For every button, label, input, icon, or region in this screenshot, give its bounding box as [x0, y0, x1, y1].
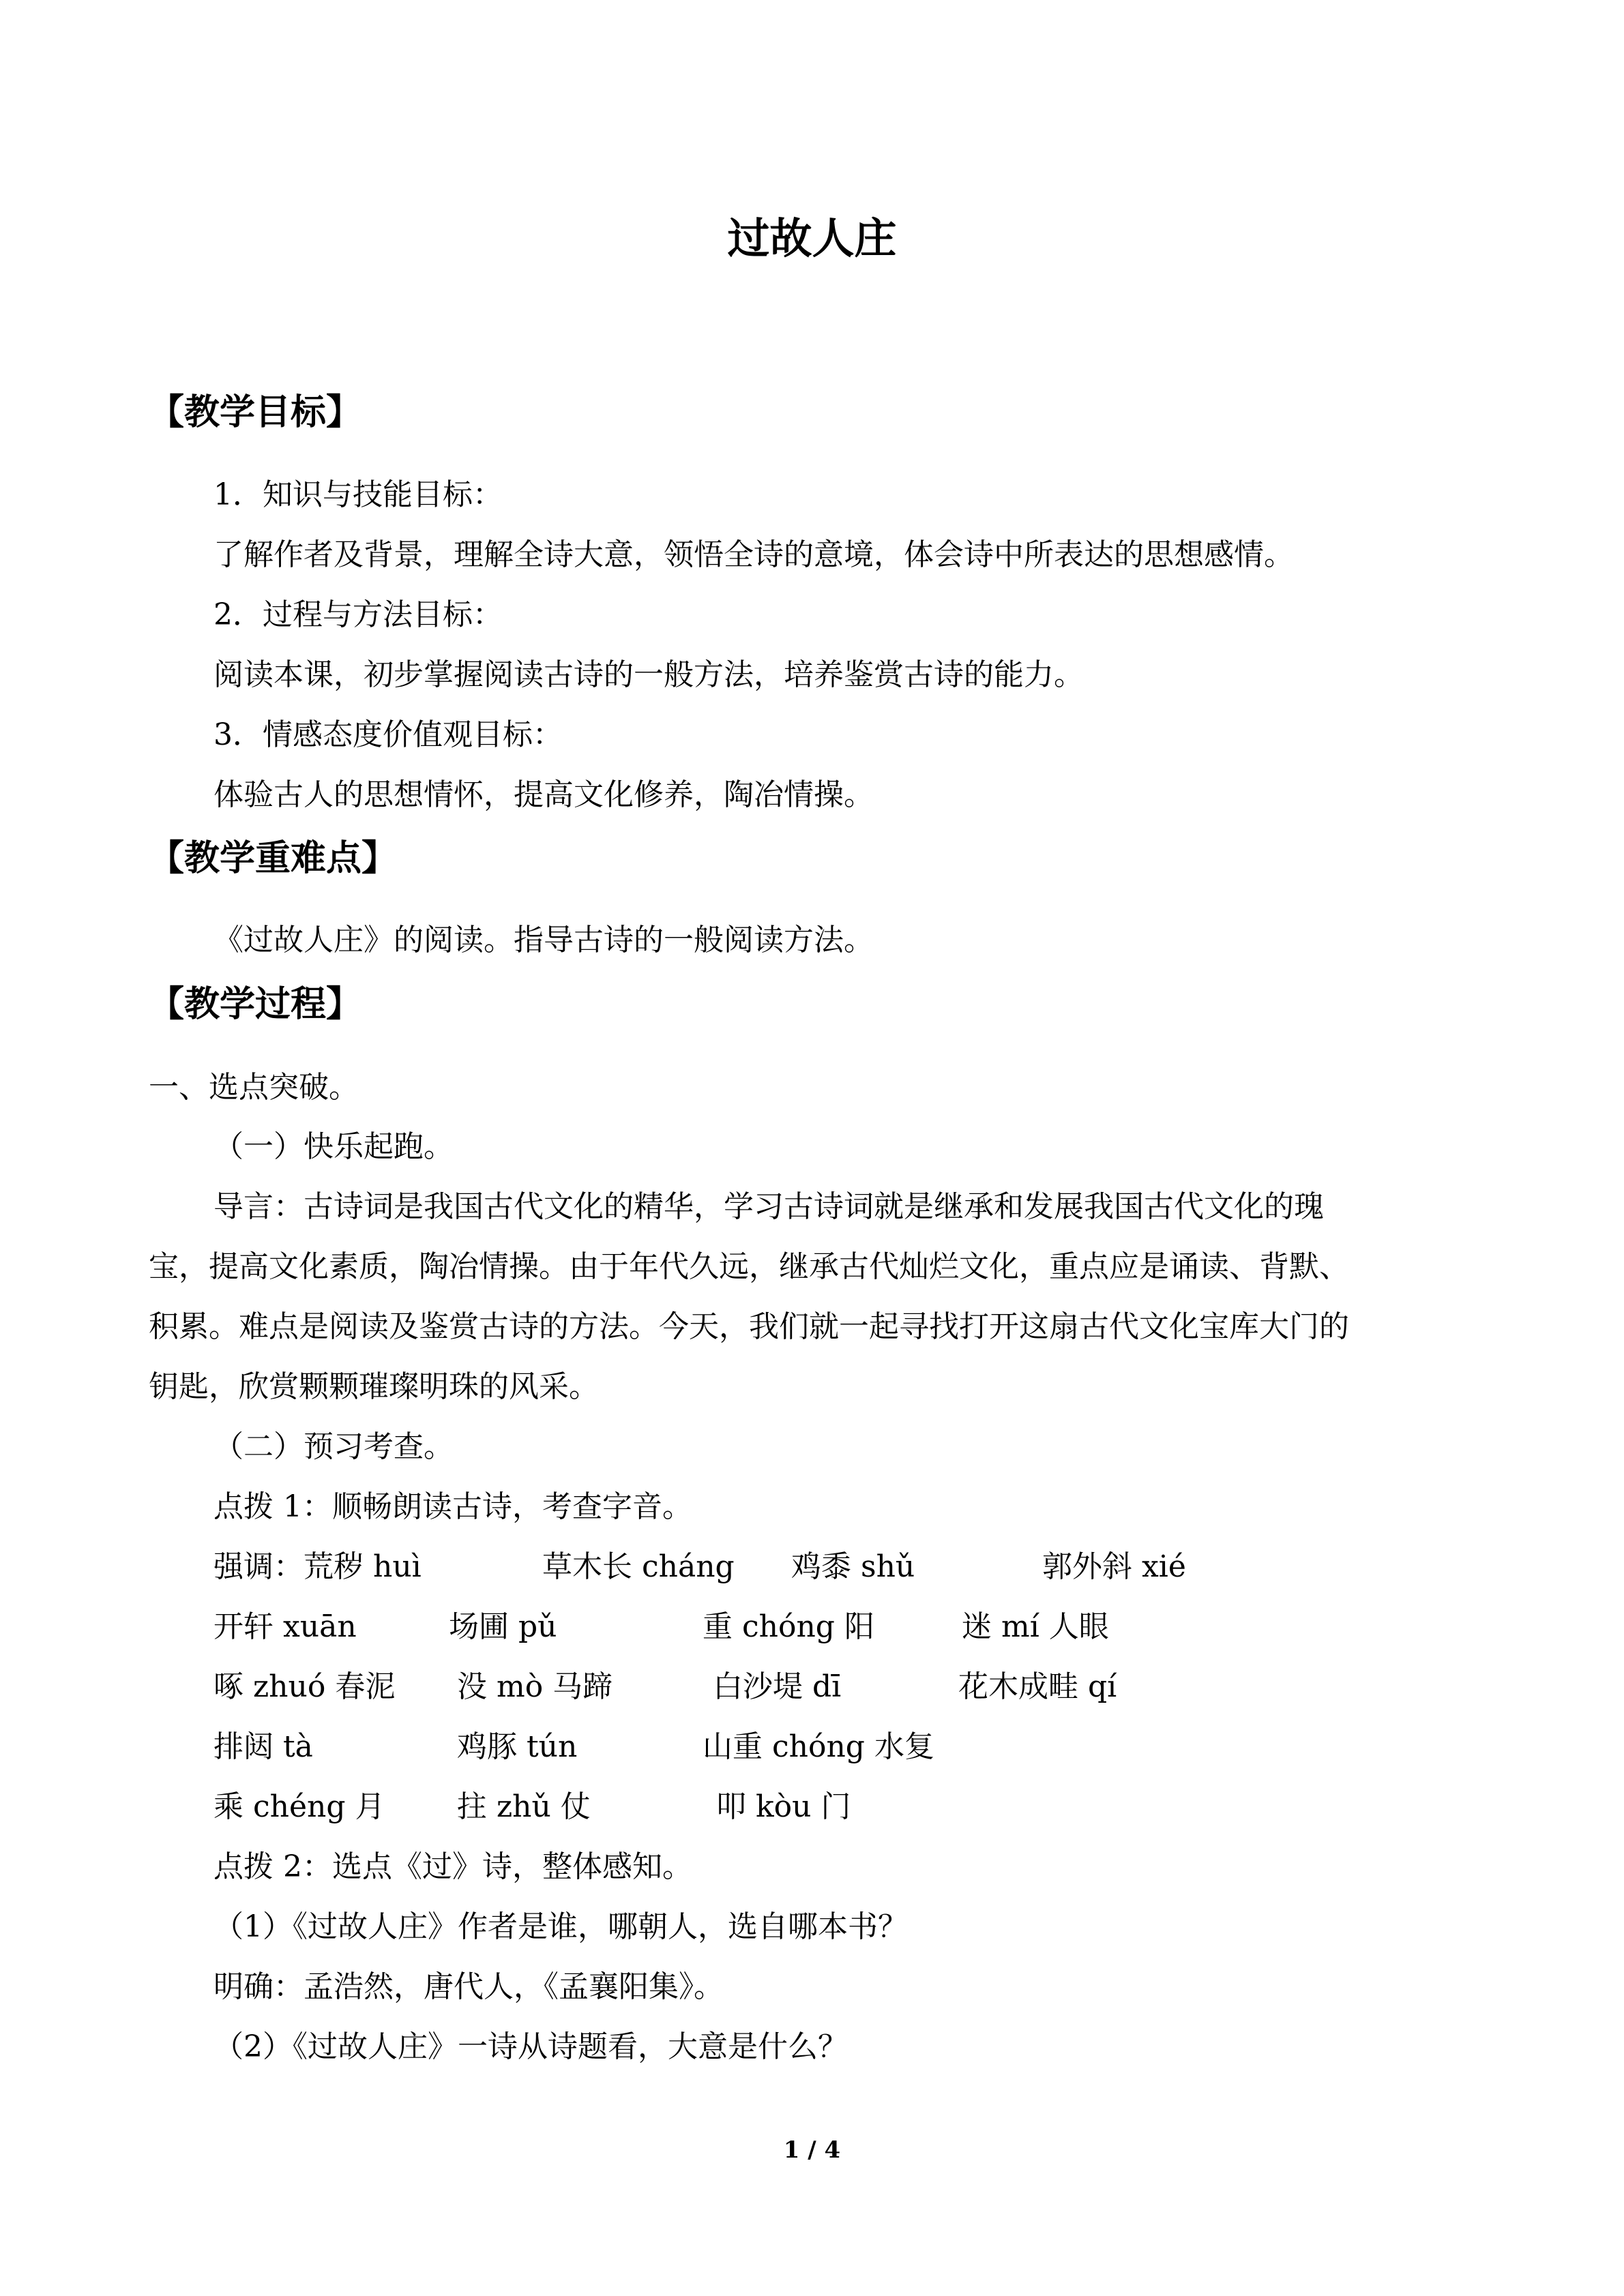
pronunciation-item: 白沙堤 dī — [713, 1669, 842, 1704]
pronunciation-item: 排闼 tà — [213, 1729, 313, 1764]
part-heading: 一、选点突破。 — [149, 1070, 359, 1105]
pronunciation-item: 重 chóng 阳 — [703, 1609, 874, 1644]
heading-objectives: 【教学目标】 — [149, 392, 362, 433]
pronunciation-item: 没 mò 马蹄 — [457, 1669, 613, 1704]
pronunciation-item: 鸡豚 tún — [457, 1729, 578, 1764]
question-line: （1）《过故人庄》作者是谁，哪朝人，选自哪本书？ — [213, 1909, 908, 1944]
pronunciation-item: 啄 zhuó 春泥 — [213, 1669, 396, 1704]
page-title: 过故人庄 — [727, 213, 897, 263]
pronunciation-item: 叩 kòu 门 — [716, 1789, 851, 1824]
paragraph-line: 导言：古诗词是我国古代文化的精华，学习古诗词就是继承和发展我国古代文化的瑰 — [213, 1189, 1324, 1224]
pronunciation-item: 强调：荒秽 huì — [213, 1549, 422, 1584]
pronunciation-item: 草木长 cháng — [542, 1549, 735, 1584]
objective-line: 1．知识与技能目标： — [213, 477, 503, 512]
paragraph-line: 宝，提高文化素质，陶冶情操。由于年代久远，继承古代灿烂文化，重点应是诵读、背默、 — [149, 1249, 1349, 1284]
objective-line: 了解作者及背景，理解全诗大意，领悟全诗的意境，体会诗中所表达的思想感情。 — [213, 537, 1294, 572]
pronunciation-item: 开轩 xuān — [213, 1609, 357, 1644]
page-number: 1 / 4 — [783, 2136, 841, 2164]
pronunciation-item: 迷 mí 人眼 — [962, 1609, 1109, 1644]
keypoint-line: 《过故人庄》的阅读。指导古诗的一般阅读方法。 — [213, 923, 874, 957]
pronunciation-item: 乘 chéng 月 — [213, 1789, 385, 1824]
objective-line: 阅读本课，初步掌握阅读古诗的一般方法，培养鉴赏古诗的能力。 — [213, 657, 1084, 692]
subheading: （一）快乐起跑。 — [213, 1129, 454, 1164]
hint-line: 点拨 1：顺畅朗读古诗，考查字音。 — [213, 1489, 692, 1524]
question-line: （2）《过故人庄》一诗从诗题看，大意是什么？ — [213, 2029, 848, 2064]
paragraph-line: 钥匙，欣赏颗颗璀璨明珠的风采。 — [149, 1369, 599, 1404]
objective-line: 2．过程与方法目标： — [213, 597, 503, 632]
objective-line: 3．情感态度价值观目标： — [213, 717, 563, 752]
heading-process: 【教学过程】 — [149, 984, 362, 1025]
answer-line: 明确：孟浩然，唐代人，《孟襄阳集》。 — [213, 1969, 724, 2004]
subheading: （二）预习考查。 — [213, 1429, 454, 1464]
pronunciation-item: 花木成畦 qí — [958, 1669, 1117, 1704]
hint-line: 点拨 2：选点《过》诗，整体感知。 — [213, 1849, 692, 1884]
paragraph-line: 积累。难点是阅读及鉴赏古诗的方法。今天，我们就一起寻找打开这扇古代文化宝库大门的 — [149, 1309, 1349, 1344]
pronunciation-item: 拄 zhǔ 仗 — [457, 1789, 591, 1824]
pronunciation-item: 郭外斜 xié — [1042, 1549, 1186, 1584]
pronunciation-item: 鸡黍 shǔ — [791, 1549, 915, 1584]
pronunciation-item: 场圃 pǔ — [449, 1609, 557, 1644]
objective-line: 体验古人的思想情怀，提高文化修养，陶冶情操。 — [213, 777, 874, 812]
heading-keypoints: 【教学重难点】 — [149, 838, 398, 879]
pronunciation-item: 山重 chóng 水复 — [703, 1729, 934, 1764]
